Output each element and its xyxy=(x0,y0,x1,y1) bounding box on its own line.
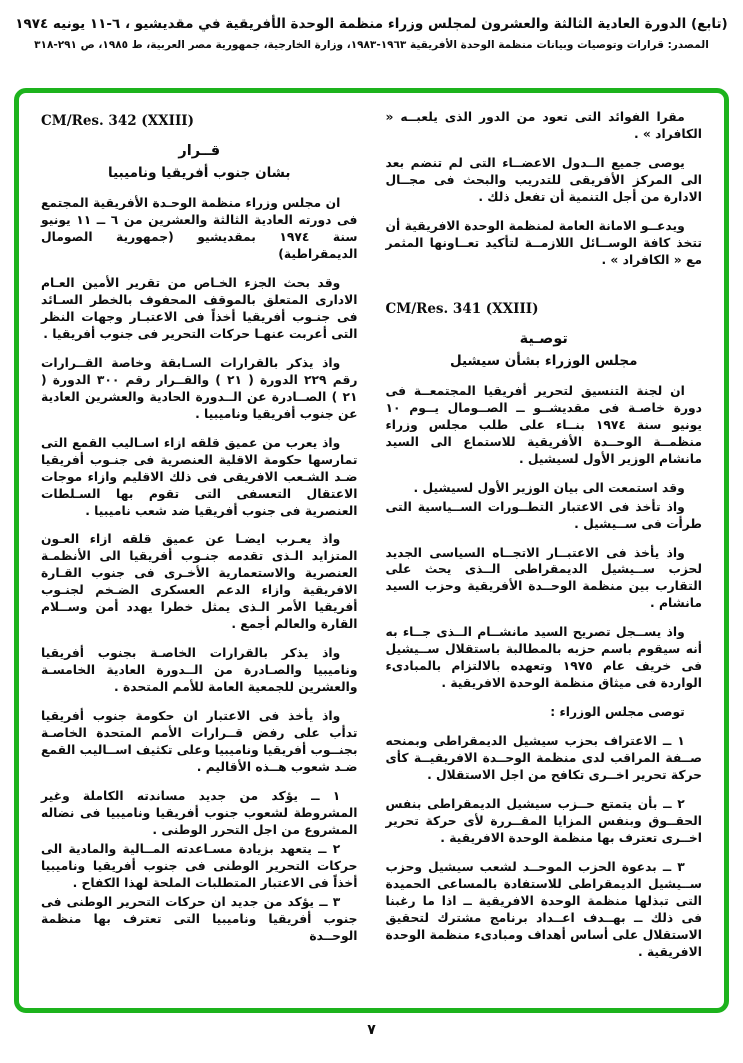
paragraph: يوصى جميع الــدول الاعضــاء التى لم تنضم بعد الى المركز الأفريقى للتدريب والبحث فى مجــال الادارة من أجل التنمية أن تفعل ذلك . xyxy=(385,155,702,204)
header-session-title: (تابع) الدورة العادية الثالثة والعشرون لمجلس وزراء منظمة الوحدة الأفريقية في مقديشيو ، ٦-١١ يونيه ١٩٧٤ xyxy=(15,16,728,32)
two-column-layout xyxy=(41,109,702,998)
paragraph: وقد استمعت الى بيان الوزير الأول لسيشيل . xyxy=(413,480,685,495)
document-frame xyxy=(14,88,729,1013)
paragraph: واذ يأخذ فى الاعتبار ان حكومة جنوب أفريقيا تدأب على رفض قــرارات الأمم المتحدة الخاصـة بجنــوب أفريقيا وناميبيا وعلى تكثيف اســاليب القمع ضـد شعوب هــذه الأقاليم . xyxy=(41,709,358,775)
paragraph: واذ يأخذ فى الاعتبــار الاتجــاه السياسى الجديد لحزب ســيشيل الديمقراطى الــذى يحث على التقارب بين منظمة الوحــدة الأفريقية وحزب السيد مانشام . xyxy=(385,545,702,611)
paragraph: ان لجنة التنسيق لتحرير أفريقيا المجتمعــة فى دورة خاصـة فى مقديشــو ــ الصــومال يــوم ١٠ يونيو سنة ١٩٧٤ بنــاء على طلب مجلس وزراء منظمــة الوحــدة الأفريقية للاستماع الى السيد مانشام الوزير الأول لسيشيل . xyxy=(385,383,703,466)
paragraph: واذ تأخذ فى الاعتبار التطــورات الســياسية التى طرأت فى ســيشيل . xyxy=(385,499,702,531)
numbered-item: ٢ ــ يتعهد بزيادة مسـاعدته المــالية والمادية الى حركات التحرير الوطنى فى جنوب أفريقيا وناميبيا أخذاً فى الاعتبار المتطلبات الملحة لهذا الكفاح . xyxy=(41,841,358,890)
section-divider xyxy=(386,281,703,297)
paragraph: واذ يســجل تصريح السيد مانشــام الــذى جــاء به أنه سيقوم باسم حزبه بالمطالبة باستقلال ســيشيل فى خريف عام ١٩٧٥ وتعهده بالالتزام بالمبادىء الواردة فى ميثاق منظمة الوحدة الافريقية . xyxy=(385,625,703,691)
paragraph: مقرا الفوائد التى تعود من الدور الذى يلعبــه « الكافراد » . xyxy=(385,110,702,141)
paragraph: وقد بحث الجزء الخـاص من تقرير الأمين العـام الادارى المتعلق بالموقف المحفوف بالخطر السـائد فى جنـوب أفريقيا أخذاً فى الاعتبـار وجهات النظر التى أعربت عنهـا حركات التحرير فى جنوب أفريقيا . xyxy=(41,275,358,341)
paragraph: ان مجلس وزراء منظمة الوحـدة الأفريقية المجتمع فى دورته العادية الثالثة والعشرين من ٦ ــ ١١ يونيو سنة ١٩٧٤ بمقديشيو (جمهورية الصومال الديمقراطية) xyxy=(41,196,358,261)
operative-clause-lead: توصى مجلس الوزراء : xyxy=(550,705,685,720)
resolution-341-id: CM/Res. 341 (XXIII) xyxy=(385,300,539,317)
numbered-item: ١ ــ الاعتراف بحزب سيشيل الديمقراطى وبمنحه صــفة المراقب لدى منظمة الوحــدة الافريقيــة كأى حركة تحرير اخــرى تكافح من اجل الاستقلال . xyxy=(385,734,702,783)
paragraph: ويدعــو الامانة العامة لمنظمة الوحدة الافريقية أن تتخذ كافة الوســائل اللازمــة لتأكيد تعــاونها المثمر مع « الكافراد » . xyxy=(385,218,702,267)
paragraph: واذ يعرب من عميق قلقه ازاء اسـاليب القمع التى تمارسها حكومة الاقلية العنصرية فى جنـوب أفريقيا ضـد الشـعب الافريقى فى ذلك الاقليم وازاء موجات الاعتقال التعسفى التى تقوم بها السـلطات العنصرية فى جنوب أفريقيا ضد شعب ناميبيا . xyxy=(41,435,358,518)
resolution-342-title: قــرار xyxy=(178,143,221,159)
header-source-line: المصدر: قرارات وتوصيات وبيانات منظمة الوحدة الأفريقية ١٩٦٣-١٩٨٣، وزارة الخارجية، جمهورية مصر العربية، ط ١٩٨٥، ص ٢٩١-٣١٨ xyxy=(34,39,709,51)
page-number: ٧ xyxy=(367,1022,376,1038)
left-column xyxy=(41,109,358,998)
numbered-item: ٣ ــ بدعوة الحزب الموحــد لشعب سيشيل وحزب ســيشيل الديمقراطى للاستفادة بالمساعى الحميدة التى تبذلها منظمة الوحدة الافريقية ــ اذا ما رغبنا فى ذلك ــ بهــدف اعــداد برنامج مشترك لتحقيق الاستقلال على أساس أهداف ومبادىء منظمة الوحدة الافريقية . xyxy=(385,860,702,959)
resolution-341-title: توصـية xyxy=(519,330,568,347)
paragraph: واذ يذكر بالقرارات السـابقة وخاصة القــرارات رقم ٢٢٩ الدورة ( ٢١ ) والقــرار رقم ٣٠٠ الدورة ( ٢١ ) الصــادرة عن الــدورة الحادية والعشرين العادية عن جنوب أفريقيا وناميبيا . xyxy=(41,355,358,421)
numbered-item: ٢ ــ بأن يتمتع حــزب سيشيل الديمقراطى بنفس الحقــوق وبنفس المزايا المقــررة لأى حركة تحرير اخــرى تعترف بها منظمة الوحدة الافريقية . xyxy=(385,797,702,846)
resolution-342-id: CM/Res. 342 (XXIII) xyxy=(41,113,194,129)
numbered-item: ١ ــ يؤكد من جديد مساندته الكاملة وغير المشروطة لشعوب جنوب أفريقيا وناميبيا فى نضاله المشروع من اجل التحرر الوطنى . xyxy=(41,789,358,837)
resolution-342-subtitle: بشان جنوب أفريقيا وناميبيا xyxy=(108,165,291,181)
numbered-item: ٣ ــ يؤكد من جديد ان حركات التحرير الوطنى فى جنوب أفريقيا وناميبيا التى تعترف بها منظمة الوحــدة xyxy=(41,894,358,943)
resolution-341-subtitle: مجلس الوزراء بشأن سيشيل xyxy=(450,352,638,369)
right-column xyxy=(386,109,703,998)
paragraph: واذ يذكر بالقرارات الخاصـة بجنوب أفريقيا وناميبيا والصـادرة من الــدورة العادية الخامسـة والعشرين للجمعية العامة للأمم المتحدة . xyxy=(41,646,358,695)
page-header xyxy=(0,0,743,51)
paragraph: واذ يعـرب ايضـا عن عميق قلقه ازاء العـون المتزايد الـذى تقدمه جنـوب أفريقيا الى الأنظمـة العنصرية والاستعمارية الأخـرى فى جنوب القـارة الافريقية وازاء الدعم العسكرى الضـخم لجنـوب أفريقيا الأمر الـذى يمثل خطرا يهدد أمن وســلام القارة والعالم أجمع . xyxy=(41,532,358,632)
